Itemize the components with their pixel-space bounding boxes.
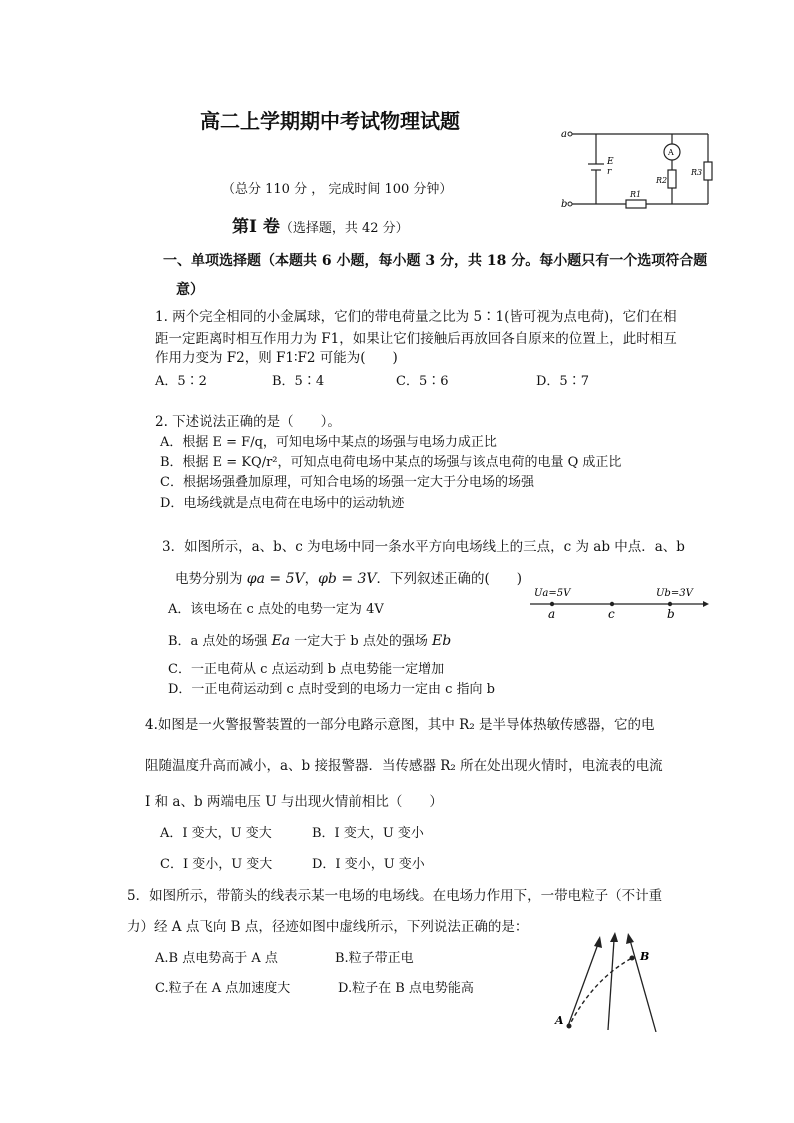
q4-option-c: C．I 变小，U 变大: [160, 857, 273, 872]
q3-option-b-part2: 一定大于 b 点处的强场: [294, 634, 428, 649]
circuit-label-R1: R1: [630, 190, 642, 199]
q3-Ea: Ea: [271, 633, 291, 649]
q3-option-d: D．一正电荷运动到 c 点时受到的电场力一定由 c 指向 b: [168, 682, 495, 697]
q3-potential-prefix: 电势分别为: [175, 571, 243, 587]
q3-line2: [175, 567, 522, 587]
q1-line3: 作用力变为 F2，则 F1∶F2 可能为( ): [155, 350, 398, 366]
section-heading-cont: 意）: [176, 282, 204, 298]
q5-option-a: A.B 点电势高于 A 点: [155, 951, 278, 966]
part-heading: [232, 212, 409, 237]
q3-line1: 3．如图所示，a、b、c 为电场中同一条水平方向电场线上的三点，c 为 ab 中点．a、b: [162, 539, 685, 555]
q1-option-a: A．5∶2: [155, 374, 207, 389]
q3-stem-tail: ．下列叙述正确的( ): [376, 571, 523, 587]
circuit-label-E: E: [607, 157, 614, 167]
field-label-a: a: [548, 607, 556, 621]
q4-line3: I 和 a、b 两端电压 U 与出现火情前相比（ ）: [145, 794, 443, 810]
page-title: 高二上学期期中考试物理试题: [200, 109, 460, 133]
particle-label-a: A: [555, 1014, 564, 1027]
circuit-label-R2: R2: [656, 176, 668, 185]
q3-phi-b: φb = 3V: [318, 571, 377, 587]
q5-option-b: B.粒子带正电: [335, 951, 414, 966]
q3-option-c: C．一正电荷从 c 点运动到 b 点电势能一定增加: [168, 662, 445, 677]
q1-option-c: C．5∶6: [396, 374, 449, 389]
q2-option-b: B．根据 E = KQ/r²，可知点电荷电场中某点的场强与该点电荷的电量 Q 成正比: [160, 455, 622, 470]
circuit-label-r: r: [607, 167, 612, 177]
q3-phi-a: φa = 5V: [246, 571, 305, 587]
q2-option-a: A．根据 E = F/q，可知电场中某点的场强与电场力成正比: [160, 435, 497, 450]
field-label-c: c: [608, 607, 615, 621]
part-note: （选择题，共 42 分）: [279, 221, 409, 236]
q1-line2: 距一定距离时相互作用力为 F1，如果让它们接触后再放回各自原来的位置上，此时相互: [155, 331, 677, 347]
q4-option-d: D．I 变小，U 变小: [312, 857, 425, 872]
section-heading: 一、单项选择题（本题共 6 小题，每小题 3 分，共 18 分。每小题只有一个选项符合题: [163, 253, 708, 269]
field-lines-diagram: [552, 930, 664, 1032]
q2-option-d: D．电场线就是点电荷在电场中的运动轨迹: [160, 496, 405, 511]
q2-stem: 2. 下述说法正确的是（ ）。: [155, 414, 341, 430]
q5-line2: 力）经 A 点飞向 B 点，径迹如图中虚线所示，下列说法正确的是：: [127, 919, 529, 935]
q5-option-c: C.粒子在 A 点加速度大: [155, 981, 291, 996]
exam-info: （总分 110 分 ， 完成时间 100 分钟）: [222, 182, 453, 197]
q1-option-d: D．5∶7: [536, 374, 589, 389]
field-label-ub: Ub=3V: [656, 588, 693, 599]
q3-option-b: [168, 630, 451, 649]
circuit-label-R3: R3: [691, 168, 703, 177]
q4-line1: 4.如图是一火警报警装置的一部分电路示意图，其中 R₂ 是半导体热敏传感器，它的电: [145, 717, 655, 733]
circuit-diagram: [560, 124, 720, 214]
field-line-diagram: [528, 582, 710, 622]
q5-option-d: D.粒子在 B 点电势能高: [338, 981, 474, 996]
q4-option-b: B．I 变大，U 变小: [312, 826, 424, 841]
field-label-ua: Ua=5V: [534, 588, 571, 599]
q3-Eb: Eb: [432, 633, 452, 649]
part-label: 第Ⅰ 卷: [232, 217, 280, 237]
q4-line2: 阻随温度升高而减小，a、b 接报警器．当传感器 R₂ 所在处出现火情时，电流表的电流: [145, 758, 663, 774]
circuit-label-a: a: [561, 129, 567, 140]
circuit-label-b: b: [561, 199, 568, 210]
q3-comma: ，: [304, 571, 319, 587]
q3-option-b-part1: B．a 点处的场强: [168, 634, 268, 649]
q1-option-b: B．5∶4: [272, 374, 325, 389]
q4-option-a: A．I 变大，U 变大: [160, 826, 272, 841]
field-label-b: b: [667, 607, 675, 621]
q1-line1: 1. 两个完全相同的小金属球，它们的带电荷量之比为 5∶1(皆可视为点电荷)，它们在相: [155, 309, 677, 325]
q2-option-c: C．根据场强叠加原理，可知合电场的场强一定大于分电场的场强: [160, 475, 534, 490]
q3-option-a: A．该电场在 c 点处的电势一定为 4V: [168, 602, 384, 617]
particle-label-b: B: [640, 950, 650, 963]
q5-line1: 5．如图所示，带箭头的线表示某一电场的电场线。在电场力作用下，一带电粒子（不计重: [127, 888, 663, 904]
circuit-label-ammeter: A: [668, 148, 674, 157]
